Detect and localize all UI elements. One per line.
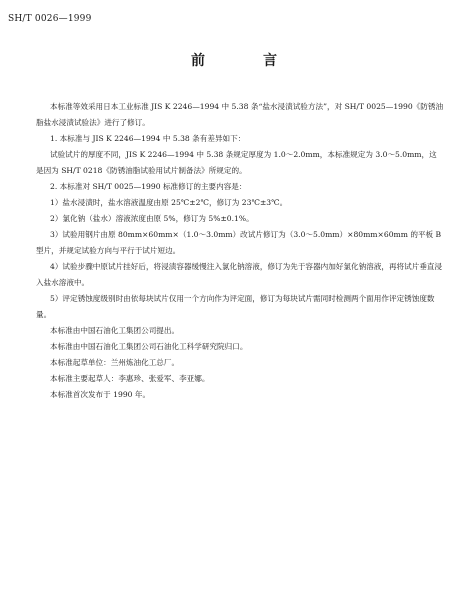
revision-item-4: 4）试验步骤中原试片挂好后，将浸渍容器缓慢注入氯化钠溶液，修订为先于容器内加好氯化钠溶液，再将试片垂直浸入盐水溶液中。 bbox=[36, 262, 443, 287]
proposer-line: 本标准由中国石油化工集团公司提出。 bbox=[50, 326, 180, 335]
intro-paragraph: 本标准等效采用日本工业标准 JIS K 2246—1994 中 5.38 条“盐水浸渍试验方法”，对 SH/T 0025—1990《防锈油脂盐水浸渍试验法》进行了修订。 bbox=[36, 102, 444, 127]
centralized-line: 本标准由中国石油化工集团公司石油化工科学研究院归口。 bbox=[50, 342, 248, 351]
revision-item-1: 1）盐水浸渍时，盐水溶液温度由原 25℃±2℃，修订为 23℃±3℃。 bbox=[50, 198, 288, 207]
revision-heading: 2. 本标准对 SH/T 0025—1990 标准修订的主要内容是： bbox=[50, 182, 247, 191]
drafters-line: 本标准主要起草人：李惠珍、张爱军、李亚娜。 bbox=[50, 374, 210, 383]
revision-item-3: 3）试验用钢片由原 80mm×60mm×（1.0～3.0mm）改试片修订为（3.0～5.0mm）×80mm×60mm 的平板 B 型片，并规定试验方向与平行于试片短边。 bbox=[36, 230, 442, 255]
revision-item-5: 5）评定锈蚀度级别时由依每块试片仅用一个方向作为评定面，修订为每块试片需同时检测两个面用作评定锈蚀度数量。 bbox=[36, 294, 435, 319]
revision-item-2: 2）氯化钠（盐水）溶液浓度由原 5%，修订为 5%±0.1%。 bbox=[50, 214, 254, 223]
difference-heading: 1. 本标准与 JIS K 2246—1994 中 5.38 条有差异如下： bbox=[50, 134, 246, 143]
difference-detail: 试验试片的厚度不同，JIS K 2246—1994 中 5.38 条规定厚度为 1.0～2.0mm，本标准规定为 3.0～5.0mm，这是因为 SH/T 0218《防锈油脂试验用试片制备法》所规定的。 bbox=[36, 150, 437, 175]
foreword-body bbox=[36, 99, 444, 403]
page-title: 前 言 bbox=[191, 53, 299, 69]
standard-code: SH/T 0026—1999 bbox=[8, 14, 92, 24]
drafting-unit-line: 本标准起草单位：兰州炼油化工总厂。 bbox=[50, 358, 180, 367]
first-issue-line: 本标准首次发布于 1990 年。 bbox=[50, 390, 151, 399]
